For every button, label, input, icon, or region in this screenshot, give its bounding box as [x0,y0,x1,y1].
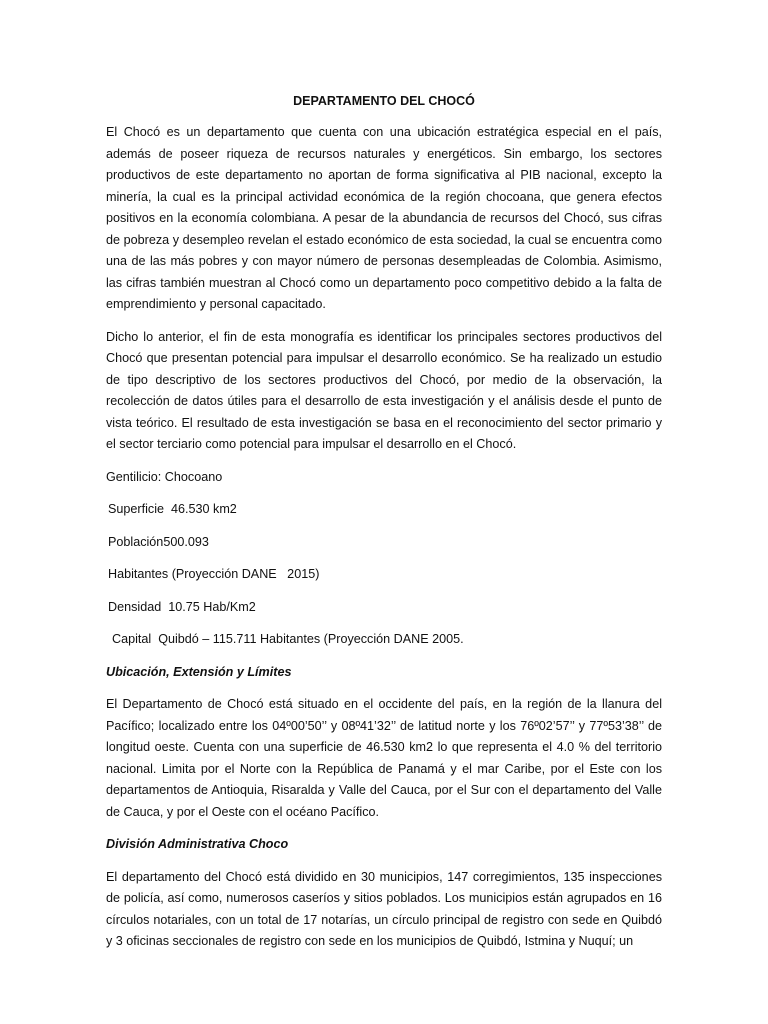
fact-capital: Capital Quibdó – 115.711 Habitantes (Proyección DANE 2005. [112,632,464,646]
fact-superficie: Superficie 46.530 km2 [108,502,237,516]
intro-paragraph-2: Dicho lo anterior, el fin de esta monografía es identificar los principales sectores productivos del Chocó que presentan potencial para impulsar el desarrollo económico. Se ha realizado un estudio de tipo descriptivo de los sectores productivos del Chocó, por medio de la observación, la recolección de datos útiles para el desarrollo de esta investigación y el análisis desde el punto de vista teórico. El resultado de esta investigación se basa en el reconocimiento del sector primario y el sector terciario como potencial para impulsar el desarrollo en el Chocó. [106,329,662,451]
document-title: DEPARTAMENTO DEL CHOCÓ [293,94,475,108]
fact-poblacion: Población500.093 [108,534,209,549]
intro-paragraph-1: El Chocó es un departamento que cuenta con una ubicación estratégica especial en el país, además de poseer riqueza de recursos naturales y energéticos. Sin embargo, los sectores productivos de este departamento no aportan de forma significativa al PIB nacional, excepto la minería, la cual es la principal actividad económica de la región chocoana, que genera efectos positivos en la economía colombiana. A pesar de la abundancia de recursos del Chocó, sus cifras de pobreza y desempleo revelan el estado económico de esta sociedad, la cual se encuentra como una de las más pobres y con mayor número de personas desempleadas de Colombia. Asimismo, las cifras también muestran al Chocó como un departamento poco competitivo debido a la falta de emprendimiento y personal capacitado. [106,125,662,311]
section-heading-division: División Administrativa Choco [106,837,289,851]
fact-densidad: Densidad 10.75 Hab/Km2 [108,599,256,614]
section-heading-ubicacion: Ubicación, Extensión y Límites [106,664,292,679]
section-paragraph-division: El departamento del Chocó está dividido en 30 municipios, 147 corregimientos, 135 inspecciones de policía, así como, numerosos caseríos y sitios poblados. Los municipios están agrupados en 16 círculos notariales, con un total de 17 notarías, un círculo principal de registro con sede en Quibdó y 3 oficinas seccionales de registro con sede en los municipios de Quibdó, Istmina y Nuquí; un [106,869,662,948]
section-paragraph-ubicacion: El Departamento de Chocó está situado en el occidente del país, en la región de la llanura del Pacífico; localizado entre los 04º00’50’’ y 08º41’32’’ de latitud norte y los 76º02’57’’ y 77º53’38’’ de longitud oeste. Cuenta con una superficie de 46.530 km2 lo que representa el 4.0 % del territorio nacional. Limita por el Norte con la República de Panamá y el mar Caribe, por el Este con los departamentos de Antioquia, Risaralda y Valle del Cauca, por el Sur con el departamento del Valle de Cauca, y por el Oeste con el océano Pacífico. [106,697,662,819]
fact-gentilicio: Gentilicio: Chocoano [106,469,223,484]
fact-habitantes: Habitantes (Proyección DANE 2015) [108,567,320,581]
